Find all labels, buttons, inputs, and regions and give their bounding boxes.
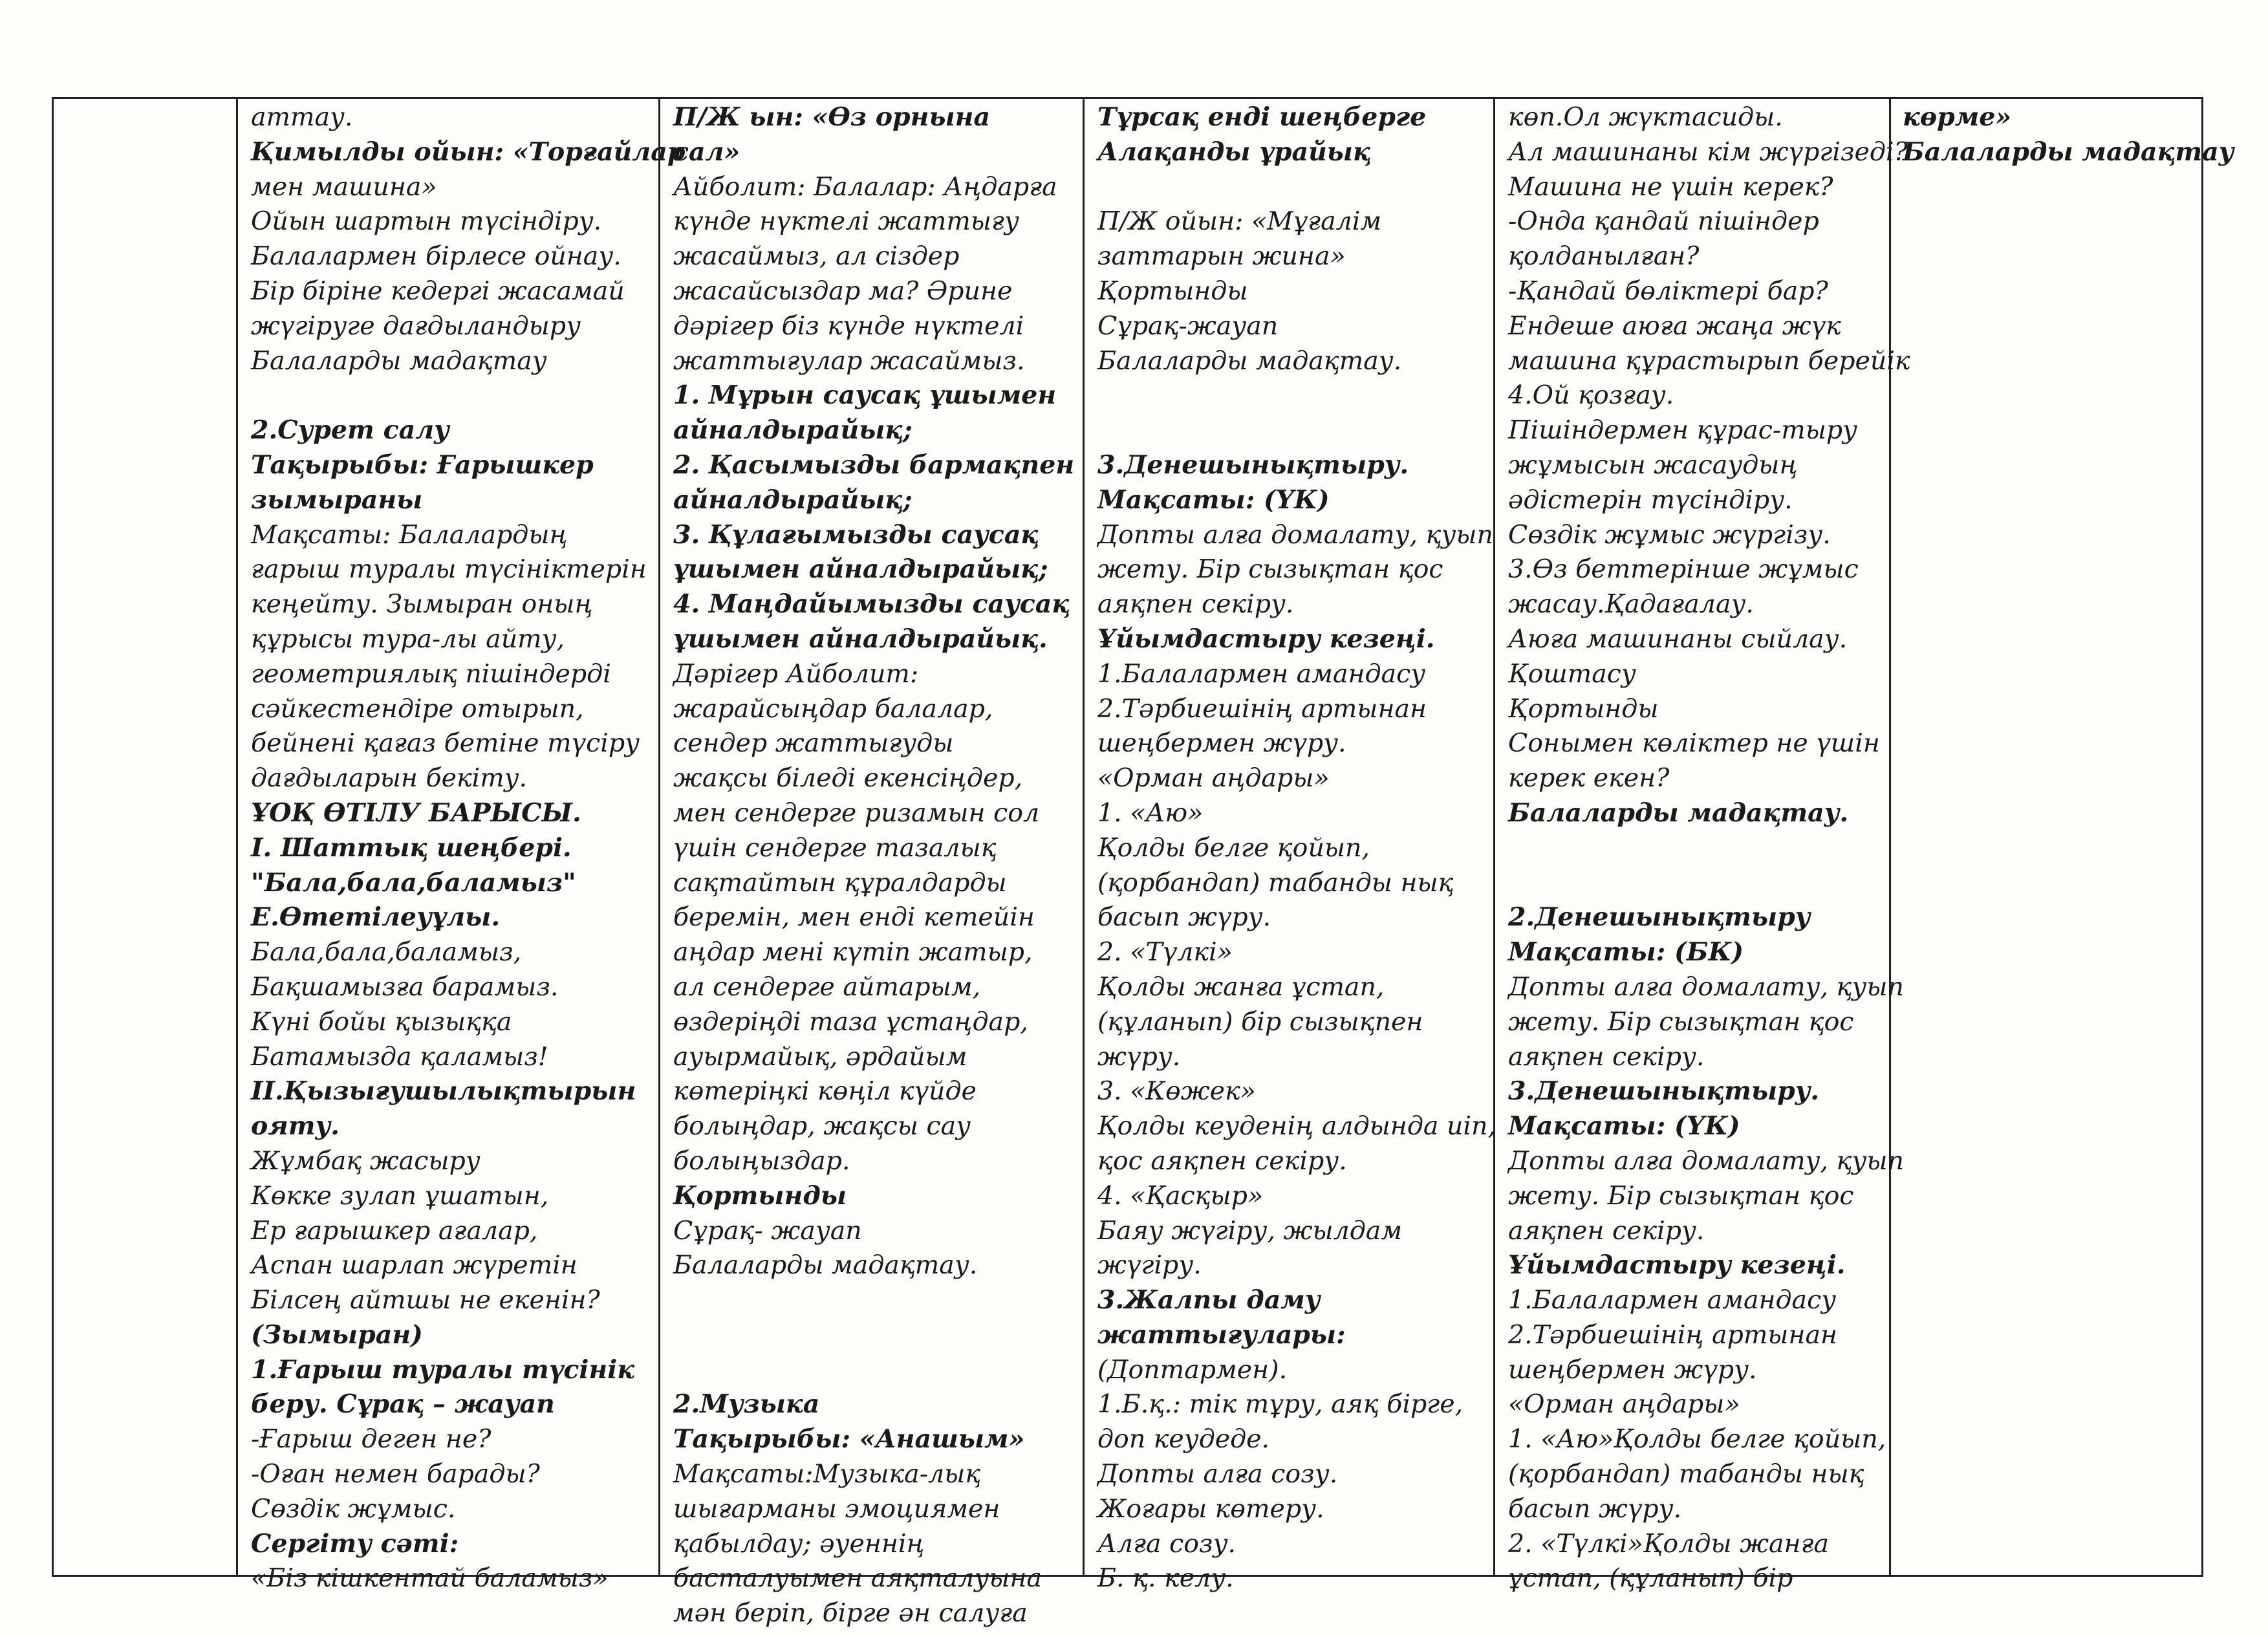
text-line: үшін сендерге тазалық: [673, 832, 997, 863]
text-line: ІІ.Қызығушылықтырын: [251, 1076, 636, 1107]
text-line: аттау.: [251, 102, 353, 132]
text-line: 3.Денешынықтыру.: [1508, 1076, 1820, 1107]
text-line: бейнені қағаз бетіне түсіру: [251, 728, 640, 759]
text-line: жасау.Қадағалау.: [1508, 589, 1754, 620]
text-line: Қимылды ойын: «Торғайлар: [251, 136, 686, 167]
text-line: 3.Денешынықтыру.: [1097, 449, 1409, 480]
text-line: ғарыш туралы түсініктерін: [251, 554, 647, 585]
text-line: Тұрсақ енді шеңберге: [1097, 102, 1427, 132]
text-line: жүгіруге дағдыландыру: [251, 310, 581, 341]
text-line: жақсы біледі екенсіңдер,: [673, 763, 1023, 794]
text-line: жұмысын жасаудың: [1508, 449, 1798, 480]
text-line: Сонымен көліктер не үшін: [1508, 728, 1880, 759]
text-line: аяқпен секіру.: [1508, 1215, 1705, 1246]
text-line: Күні бойы қызыққа: [251, 1006, 512, 1037]
text-line: "Бала,бала,баламыз": [251, 867, 576, 898]
text-line: Мақсаты: (ҮК): [1508, 1111, 1740, 1142]
text-line: (Зымыран): [251, 1319, 423, 1350]
text-line: 2. Қасымызды бармақпен: [673, 449, 1075, 480]
text-line: басып жүру.: [1508, 1493, 1682, 1524]
text-line: Тақырыбы: «Анашым»: [673, 1424, 1025, 1455]
text-line: жету. Бір сызықтан қос: [1508, 1006, 1854, 1037]
text-line: [673, 1283, 1076, 1318]
text-line: (құланып) бір сызықпен: [1097, 1006, 1423, 1037]
text-line: Қолды кеуденің алдында иіп,: [1097, 1111, 1496, 1142]
text-line: жасаймыз, ал сіздер: [673, 241, 960, 272]
text-line: 1.Б.қ.: тік тұру, аяқ бірге,: [1097, 1389, 1463, 1420]
table-column-5: [1495, 99, 1910, 1594]
text-line: жету. Бір сызықтан қос: [1097, 554, 1443, 585]
text-line: 2. «Түлкі»: [1097, 937, 1233, 968]
text-line: Тақырыбы: Ғарышкер: [251, 449, 594, 480]
text-line: басып жүру.: [1097, 902, 1271, 933]
text-line: керек екен?: [1508, 763, 1670, 794]
text-line: Сергіту сәті:: [251, 1528, 459, 1559]
text-line: Допты алға созу.: [1097, 1459, 1338, 1489]
text-line: қабылдау; әуеннің: [673, 1528, 925, 1559]
text-line: 1.Балалармен амандасу: [1097, 658, 1426, 689]
text-line: 4. Маңдайымызды саусақ: [673, 589, 1070, 620]
text-line: заттарын жина»: [1097, 241, 1346, 272]
text-line: [673, 1318, 1076, 1353]
text-line: Алға созу.: [1097, 1528, 1237, 1559]
text-line: 1. «Аю»Қолды белге қойып,: [1508, 1424, 1886, 1455]
text-line: машина құрастырып берейік: [1508, 345, 1910, 376]
text-line: Балаларды мадақтау.: [1508, 797, 1849, 828]
text-line: Б. қ. келу.: [1097, 1563, 1234, 1594]
text-line: дағдыларын бекіту.: [251, 763, 528, 794]
text-line: Дәрігер Айболит:: [673, 658, 919, 689]
text-line: 3. «Көжек»: [1097, 1076, 1256, 1107]
text-line: болыңыздар.: [673, 1145, 850, 1176]
text-line: жүру.: [1097, 1041, 1181, 1072]
text-line: Қортынды: [1508, 693, 1659, 724]
text-line: мән беріп, бірге ән салуға: [673, 1598, 1028, 1629]
text-line: Балаларды мадақтау: [1903, 136, 2234, 167]
text-line: Ендеше аюға жаңа жүк: [1508, 310, 1841, 341]
text-line: сақтайтын құралдарды: [673, 867, 1007, 898]
text-line: ұшымен айналдырайық.: [673, 623, 1048, 654]
text-line: Сөздік жұмыс.: [251, 1493, 456, 1524]
text-line: 1.Балалармен амандасу: [1508, 1285, 1837, 1316]
text-line: ал сендерге айтарым,: [673, 971, 981, 1002]
text-line: шығарманы эмоциямен: [673, 1493, 1000, 1524]
text-line: көп.Ол жүктасиды.: [1508, 102, 1783, 132]
text-line: көтеріңкі көңіл күйде: [673, 1076, 977, 1107]
text-line: Қоштасу: [1508, 658, 1636, 689]
table-column-4: [1085, 99, 1496, 1594]
table-column-6: [1891, 99, 2234, 1575]
text-line: 3.Жалпы даму: [1097, 1285, 1321, 1316]
text-line: Допты алға домалату, қуып: [1097, 519, 1493, 550]
text-line: сәйкестендіре отырып,: [251, 693, 584, 724]
text-line: беру. Сұрақ – жауап: [251, 1389, 555, 1420]
text-line: Көкке зулап ұшатын,: [251, 1180, 549, 1211]
text-line: Балаларды мадақтау.: [1097, 345, 1402, 376]
text-line: 4. «Қасқыр»: [1097, 1180, 1264, 1211]
text-line: жүгіру.: [1097, 1250, 1202, 1281]
text-line: Мақсаты:Музыка-лық: [673, 1459, 981, 1489]
text-line: жарайсыңдар балалар,: [673, 693, 993, 724]
text-line: 3. Құлағымызды саусақ: [673, 519, 1039, 550]
text-line: П/Ж ын: «Өз орнына: [673, 102, 991, 132]
text-line: [1097, 170, 1487, 205]
text-line: [1508, 831, 1883, 866]
text-line: І. Шаттық шеңбері.: [251, 832, 572, 863]
text-line: болыңдар, жақсы сау: [673, 1111, 971, 1142]
text-line: Сұрақ- жауап: [673, 1215, 862, 1246]
text-line: кеңейту. Зымыран оның: [251, 589, 593, 620]
table-column-2: [238, 99, 686, 1594]
text-line: 1. «Аю»: [1097, 797, 1204, 828]
text-line: (қорбандап) табанды нық: [1508, 1459, 1864, 1489]
text-line: Аспан шарлап жүретін: [251, 1250, 578, 1281]
text-line: күнде нүктелі жаттығу: [673, 206, 1019, 237]
text-line: жаттығулары:: [1097, 1319, 1346, 1350]
lesson-plan-table: [52, 97, 2234, 1629]
text-line: (Доптармен).: [1097, 1354, 1288, 1385]
text-line: Балаларды мадақтау.: [673, 1250, 978, 1281]
text-line: құрысы тура-лы айту,: [251, 623, 565, 654]
text-line: Жоғары көтеру.: [1097, 1493, 1324, 1524]
text-line: 1. Мұрын саусақ ұшымен: [673, 380, 1057, 411]
text-line: қос аяқпен секіру.: [1097, 1145, 1347, 1176]
table-column-3: [660, 99, 1085, 1629]
text-line: ұшымен айналдырайық;: [673, 554, 1048, 585]
text-line: (қорбандап) табанды нық: [1097, 867, 1454, 898]
text-line: П/Ж ойын: «Мұғалім: [1097, 206, 1382, 237]
text-line: Балаларды мадақтау: [251, 345, 547, 376]
text-line: Ал машинаны кім жүргізеді?: [1508, 136, 1908, 167]
text-line: -Ғарыш деген не?: [251, 1424, 491, 1455]
text-line: Бір біріне кедергі жасамай: [251, 276, 625, 306]
text-line: -Онда қандай пішіндер: [1508, 206, 1819, 237]
text-line: жету. Бір сызықтан қос: [1508, 1180, 1854, 1211]
text-line: Сөздік жұмыс жүргізу.: [1508, 519, 1831, 550]
text-line: ұстап, (құланып) бір: [1508, 1563, 1793, 1594]
text-line: мен машина»: [251, 171, 437, 202]
text-line: Жұмбақ жасыру: [251, 1145, 481, 1176]
text-line: [251, 378, 652, 413]
text-line: [673, 1353, 1076, 1388]
text-line: қолданылған?: [1508, 241, 1700, 272]
text-line: шеңбермен жүру.: [1508, 1354, 1757, 1385]
text-line: Бала,бала,баламыз,: [251, 937, 522, 968]
text-line: Білсең айтшы не екенін?: [251, 1285, 600, 1316]
text-line: Ұйымдастыру кезеңі.: [1508, 1250, 1846, 1281]
text-line: сендер жаттығуды: [673, 728, 954, 759]
text-line: Баяу жүгіру, жылдам: [1097, 1215, 1403, 1246]
text-line: шеңбермен жүру.: [1097, 728, 1346, 759]
text-line: беремін, мен енді кетейін: [673, 902, 1035, 933]
text-line: доп кеудеде.: [1097, 1424, 1270, 1455]
text-line: [1508, 866, 1883, 901]
text-line: Қолды жанға ұстап,: [1097, 971, 1385, 1002]
text-line: Балалармен бірлесе ойнау.: [251, 241, 621, 272]
text-line: Алақанды ұрайық: [1097, 136, 1371, 167]
text-line: көрме»: [1903, 102, 2012, 132]
text-line: Е.Өтетілеуұлы.: [251, 902, 501, 933]
text-line: аяқпен секіру.: [1508, 1041, 1705, 1072]
text-line: Сұрақ-жауап: [1097, 310, 1279, 341]
text-line: «Біз кішкентай баламыз»: [251, 1563, 609, 1594]
text-line: [1097, 378, 1487, 413]
text-line: айналдырайық;: [673, 484, 913, 515]
text-line: геометриялық пішіндерді: [251, 658, 611, 689]
text-line: дәрігер біз күнде нүктелі: [673, 310, 1024, 341]
text-line: 1.Ғарыш туралы түсінік: [251, 1354, 634, 1385]
table-column-1: [54, 99, 238, 1575]
text-line: Ер ғарышкер ағалар,: [251, 1215, 538, 1246]
text-line: ҰОҚ ӨТІЛУ БАРЫСЫ.: [251, 797, 581, 828]
text-line: Пішіндермен құрас-тыру: [1508, 415, 1858, 446]
text-line: Аюға машинаны сыйлау.: [1508, 623, 1848, 654]
text-line: 2.Музыка: [673, 1389, 820, 1420]
text-line: 4.Ой қозғау.: [1508, 380, 1674, 411]
text-line: Қолды белге қойып,: [1097, 832, 1370, 863]
text-line: Ойын шартын түсіндіру.: [251, 206, 602, 237]
text-line: 2. «Түлкі»Қолды жанға: [1508, 1528, 1830, 1559]
text-line: 2.Денешынықтыру: [1508, 902, 1811, 933]
text-line: Допты алға домалату, қуып: [1508, 971, 1904, 1002]
text-line: Мақсаты: (БК): [1508, 937, 1744, 968]
text-line: әдістерін түсіндіру.: [1508, 484, 1793, 515]
text-line: аяқпен секіру.: [1097, 589, 1294, 620]
text-line: «Орман аңдары»: [1097, 763, 1330, 794]
text-line: Мақсаты: Балалардың: [251, 519, 568, 550]
text-line: ояту.: [251, 1111, 340, 1142]
text-line: Мақсаты: (ҮК): [1097, 484, 1330, 515]
text-line: ауырмайық, әрдайым: [673, 1041, 967, 1072]
text-line: [1097, 413, 1487, 448]
text-line: 2.Тәрбиешінің артынан: [1508, 1319, 1838, 1350]
text-line: 2.Сурет салу: [251, 415, 449, 446]
text-line: Бақшамызға барамыз.: [251, 971, 559, 1002]
text-line: -Қандай бөліктері бар?: [1508, 276, 1828, 306]
text-line: Допты алға домалату, қуып: [1508, 1145, 1904, 1176]
text-line: Айболит: Балалар: Аңдарға: [673, 171, 1057, 202]
text-line: өздеріңді таза ұстаңдар,: [673, 1006, 1028, 1037]
text-line: зымыраны: [251, 484, 423, 515]
text-line: Қортынды: [1097, 276, 1248, 306]
text-line: «Орман аңдары»: [1508, 1389, 1740, 1420]
text-line: басталуымен аяқталуына: [673, 1563, 1042, 1594]
text-line: Машина не үшін керек?: [1508, 171, 1833, 202]
text-line: жаттығулар жасаймыз.: [673, 345, 1025, 376]
text-line: Қортынды: [673, 1180, 847, 1211]
text-line: 2.Тәрбиешінің артынан: [1097, 693, 1427, 724]
text-line: мен сендерге ризамын сол: [673, 797, 1040, 828]
text-line: Батамызда қаламыз!: [251, 1041, 548, 1072]
text-line: айналдырайық;: [673, 415, 913, 446]
text-line: аңдар мені күтіп жатыр,: [673, 937, 1033, 968]
text-line: 3.Өз беттерінше жұмыс: [1508, 554, 1859, 585]
text-line: сал»: [673, 136, 740, 167]
text-line: -Оған немен барады?: [251, 1459, 540, 1489]
text-line: жасайсыздар ма? Әрине: [673, 276, 1013, 306]
text-line: Ұйымдастыру кезеңі.: [1097, 623, 1435, 654]
